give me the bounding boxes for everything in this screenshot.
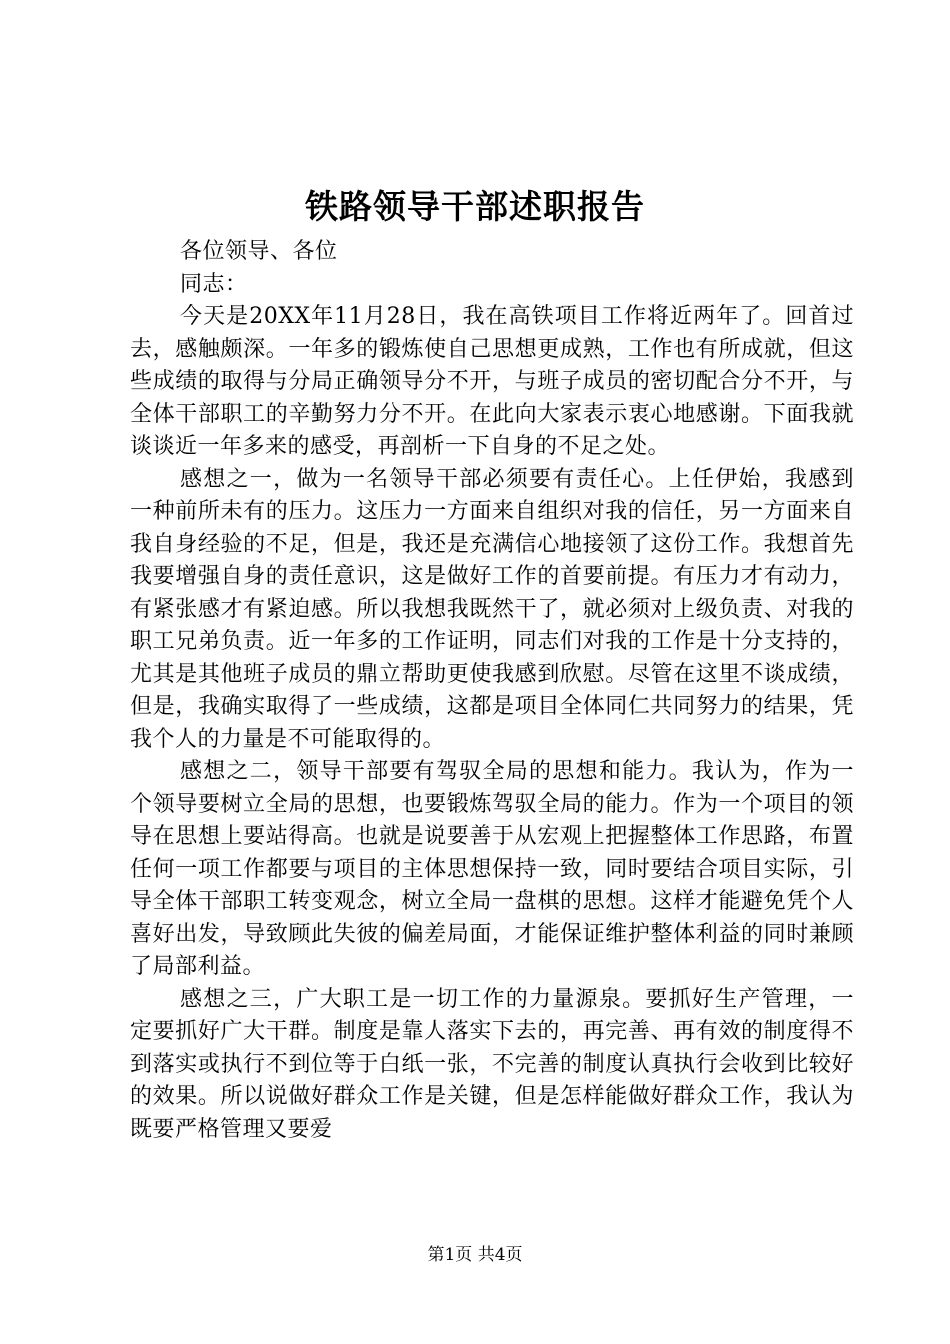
salutation-line-1: 各位领导、各位	[180, 239, 338, 264]
paragraph-reflection-2: 感想之二，领导干部要有驾驭全局的思想和能力。我认为，作为一个领导要树立全局的思想，也要锻炼驾驭全局的能力。作为一个项目的领导在思想上要站得高。也就是说要善于从宏观上把握整体工作思路，布置任何一项工作都要与项目的主体思想保持一致，同时要结合项目实际，引导全体干部职工转变观念，树立全局一盘棋的思想。这样才能避免凭个人喜好出发，导致顾此失彼的偏差局面，才能保证维护整体利益的同时兼顾了局部利益。	[130, 759, 854, 979]
salutation-line-2: 同志：	[180, 271, 248, 297]
paragraph-intro: 今天是20XX年11月28日，我在高铁项目工作将近两年了。回首过去，感触颇深。一年多的锻炼使自己思想更成熟，工作也有所成就，但这些成绩的取得与分局正确领导分不开，与班子成员的密切配合分不开，与全体干部职工的辛勤努力分不开。在此向大家表示衷心地感谢。下面我就谈谈近一年多来的感受，再剖析一下自身的不足之处。	[130, 304, 854, 459]
document-body	[130, 236, 854, 1146]
paragraph-reflection-3: 感想之三，广大职工是一切工作的力量源泉。要抓好生产管理，一定要抓好广大干群。制度是靠人落实下去的，再完善、再有效的制度得不到落实或执行不到位等于白纸一张，不完善的制度认真执行会收到比较好的效果。所以说做好群众工作是关键，但是怎样能做好群众工作，我认为既要严格管理又要爱	[130, 986, 854, 1142]
page-number-footer: 第1页 共4页	[427, 1245, 523, 1265]
document-title: 铁路领导干部述职报告	[305, 187, 645, 226]
paragraph-reflection-1: 感想之一，做为一名领导干部必须要有责任心。上任伊始，我感到一种前所未有的压力。这压力一方面来自组织对我的信任，另一方面来自我自身经验的不足，但是，我还是充满信心地接领了这份工作。我想首先我要增强自身的责任意识，这是做好工作的首要前提。有压力才有动力，有紧张感才有紧迫感。所以我想我既然干了，就必须对上级负责、对我的职工兄弟负责。近一年多的工作证明，同志们对我的工作是十分支持的，尤其是其他班子成员的鼎立帮助更使我感到欣慰。尽管在这里不谈成绩，但是，我确实取得了一些成绩，这都是项目全体同仁共同努力的结果，凭我个人的力量是不可能取得的。	[130, 466, 854, 752]
